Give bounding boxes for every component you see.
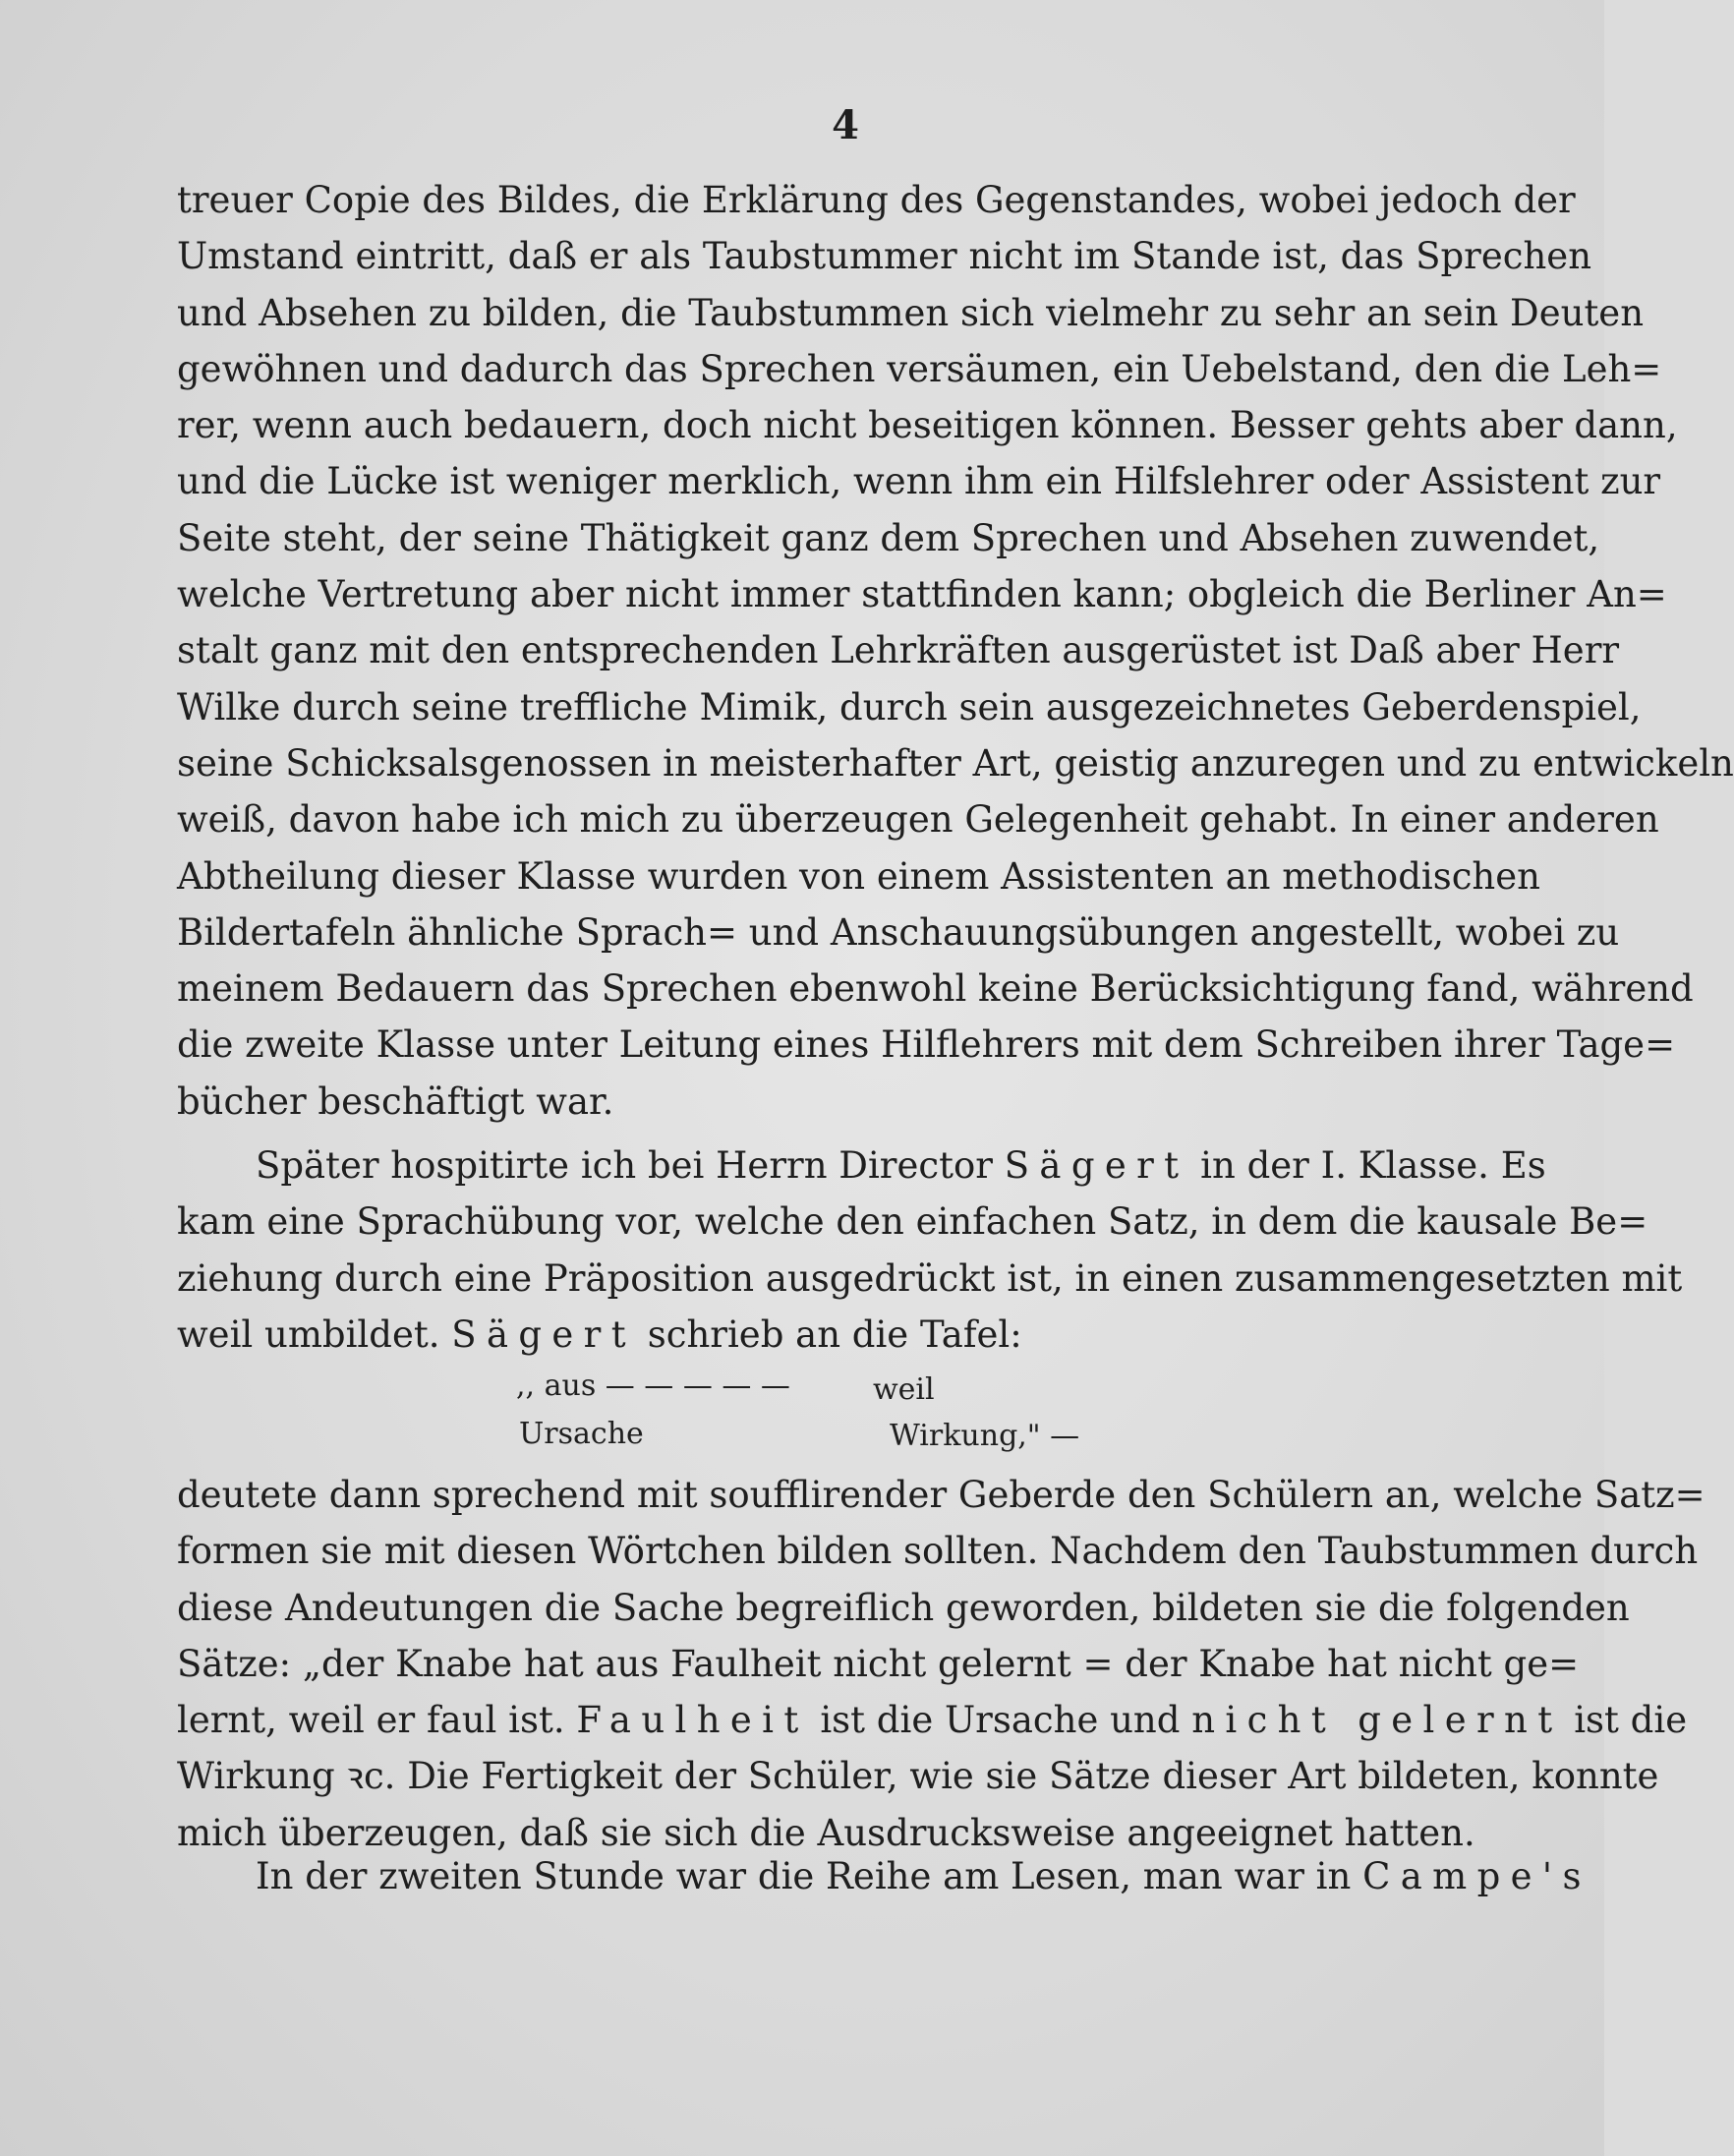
spaced-word: nicht gelernt bbox=[1191, 1699, 1563, 1742]
paragraph-1 bbox=[177, 172, 1734, 1130]
text-line: rer, wenn auch bedauern, doch nicht beseitigen können. Besser gehts aber dann, bbox=[177, 404, 1678, 447]
text-line: mich überzeugen, daß sie sich die Ausdrucksweise angeeignet hatten. bbox=[177, 1811, 1475, 1854]
text-line: treuer Copie des Bildes, die Erklärung des Gegenstandes, wobei jedoch der bbox=[177, 179, 1576, 221]
formula-weil: weil bbox=[873, 1372, 935, 1407]
text-line: kam eine Sprachübung vor, welche den einfachen Satz, in dem die kausale Be= bbox=[177, 1200, 1648, 1244]
text-line bbox=[177, 1848, 1591, 1904]
text-line: Sätze: „der Knabe hat aus Faulheit nicht gelernt = der Knabe hat nicht ge= bbox=[177, 1642, 1580, 1685]
text-segment: Später hospitirte ich bei Herrn Director bbox=[256, 1144, 993, 1187]
formula-aus: ,, aus — — — — — bbox=[516, 1369, 790, 1403]
text-line: gewöhnen und dadurch das Sprechen versäumen, ein Uebelstand, den die Leh= bbox=[177, 347, 1662, 390]
text-line: weiß, davon habe ich mich zu überzeugen Gelegenheit gehabt. In einer anderen bbox=[177, 798, 1659, 842]
text-line: bücher beschäftigt war. bbox=[177, 1079, 614, 1123]
text-line bbox=[177, 1692, 1688, 1748]
text-line: Umstand eintritt, daß er als Taubstummer nicht im Stande ist, das Sprechen bbox=[177, 235, 1592, 278]
spaced-name: Sägert bbox=[1004, 1144, 1189, 1187]
spaced-name: Campe's bbox=[1362, 1855, 1591, 1897]
paragraph-2 bbox=[177, 1137, 1683, 1363]
text-line: ziehung durch eine Präposition ausgedrückt ist, in einen zusammengesetzten mit bbox=[177, 1256, 1683, 1300]
paragraph-3 bbox=[177, 1467, 1705, 1861]
text-line: Abtheilung dieser Klasse wurden von einem Assistenten an methodischen bbox=[177, 854, 1540, 898]
text-segment: lernt, weil er faul ist. bbox=[177, 1699, 565, 1742]
text-line: Wilke durch seine treffliche Mimik, durch sein ausgezeichnetes Geberdenspiel, bbox=[177, 685, 1642, 728]
text-line: seine Schicksalsgenossen in meisterhafter Art, geistig anzuregen und zu entwickeln bbox=[177, 741, 1734, 785]
text-segment: weil umbildet. bbox=[177, 1312, 440, 1356]
text-line: deutete dann sprechend mit soufflirender Geberde den Schülern an, welche Satz= bbox=[177, 1474, 1705, 1516]
text-line: meinem Bedauern das Sprechen ebenwohl keine Berücksichtigung fand, während bbox=[177, 967, 1694, 1011]
formula-wirkung: Wirkung," — bbox=[890, 1419, 1080, 1453]
formula-ursache: Ursache bbox=[519, 1417, 644, 1451]
page-number: 4 bbox=[832, 102, 859, 148]
text-line bbox=[177, 1307, 1504, 1363]
spaced-name: Sägert bbox=[451, 1312, 636, 1356]
text-line: stalt ganz mit den entsprechenden Lehrkräften ausgerüstet ist Daß aber Herr bbox=[177, 629, 1620, 672]
text-segment: schrieb an die Tafel: bbox=[647, 1312, 1022, 1356]
text-line: und die Lücke ist weniger merklich, wenn ihm ein Hilfslehrer oder Assistent zur bbox=[177, 460, 1661, 503]
text-line: welche Vertretung aber nicht immer stattfinden kann; obgleich die Berliner An= bbox=[177, 573, 1667, 616]
text-line: und Absehen zu bilden, die Taubstummen sich vielmehr zu sehr an sein Deuten bbox=[177, 291, 1645, 334]
text-segment: In der zweiten Stunde war die Reihe am Lesen, man war in bbox=[256, 1855, 1352, 1897]
text-line bbox=[177, 1137, 1546, 1194]
spaced-word: Faulheit bbox=[576, 1699, 809, 1742]
text-segment: ist die Ursache und bbox=[820, 1699, 1181, 1742]
text-segment: ist die bbox=[1574, 1699, 1688, 1742]
text-line: Bildertafeln ähnliche Sprach= und Anschauungsübungen angestellt, wobei zu bbox=[177, 910, 1620, 954]
text-segment: in der I. Klasse. Es bbox=[1200, 1144, 1546, 1187]
text-line: formen sie mit diesen Wörtchen bilden sollten. Nachdem den Taubstummen durch bbox=[177, 1530, 1699, 1573]
text-line: Seite steht, der seine Thätigkeit ganz dem Sprechen und Absehen zuwendet, bbox=[177, 516, 1600, 559]
text-line: diese Andeutungen die Sache begreiflich geworden, bildeten sie die folgenden bbox=[177, 1586, 1630, 1629]
text-line: Wirkung ꝛc. Die Fertigkeit der Schüler, wie sie Sätze dieser Art bildeten, konnte bbox=[177, 1755, 1659, 1798]
text-line: die zweite Klasse unter Leitung eines Hilflehrers mit dem Schreiben ihrer Tage= bbox=[177, 1023, 1676, 1067]
paragraph-4 bbox=[177, 1848, 1591, 1904]
